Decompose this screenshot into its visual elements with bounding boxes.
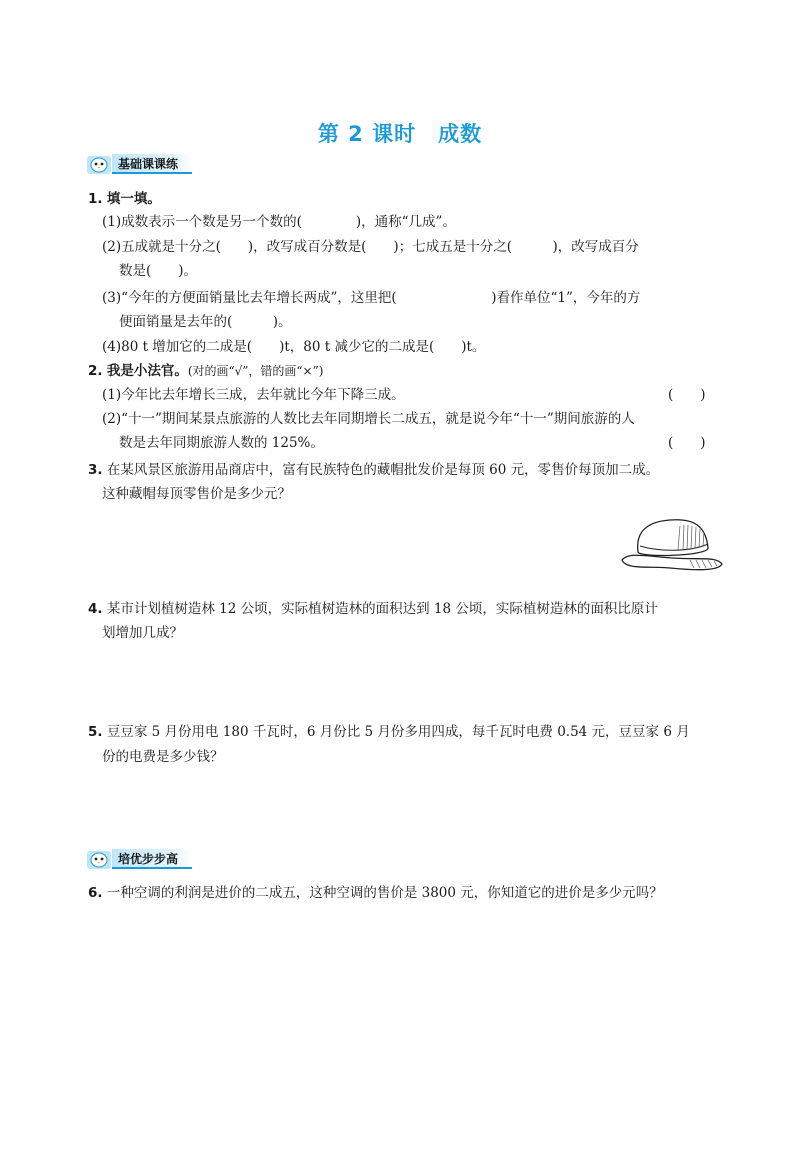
q2-line-2: (2)“十一”期间某景点旅游的人数比去年同期增长二成五，就是说今年“十一”期间旅游的人 xyxy=(102,411,635,427)
question-3-line-1 xyxy=(88,461,659,479)
q2-line-3: 数是去年同期旅游人数的 125%。 xyxy=(119,435,324,451)
lesson-topic: 成数 xyxy=(438,122,483,146)
q1-line-3: 数是( )。 xyxy=(119,263,198,279)
lesson-number: 第 2 课时 xyxy=(317,122,417,146)
q1-line-2: (2)五成就是十分之( )，改写成百分数是( )；七成五是十分之( )，改写成百分 xyxy=(102,239,639,255)
question-5-text-1: 豆豆家 5 月份用电 180 千瓦时，6 月份比 5 月份多用四成，每千瓦时电费 0.54 元，豆豆家 6 月 xyxy=(106,724,690,740)
question-6-number: 6. xyxy=(88,885,103,901)
question-4-line-1 xyxy=(88,600,658,618)
question-2-heading xyxy=(88,362,323,380)
question-6-text-1: 一种空调的利润是进价的二成五，这种空调的售价是 3800 元，你知道它的进价是多少元吗？ xyxy=(106,885,663,901)
section-badge-basic xyxy=(86,153,206,175)
question-1-title: 填一填。 xyxy=(106,191,161,207)
question-1-number: 1. xyxy=(88,191,103,207)
question-2-title: 我是小法官。 xyxy=(106,363,188,379)
question-2-note: (对的画“√”，错的画“×”) xyxy=(187,364,324,378)
question-5-line-2: 份的电费是多少钱？ xyxy=(102,749,224,765)
question-3-line-2: 这种藏帽每顶零售价是多少元？ xyxy=(102,486,291,502)
question-4-line-2: 划增加几成？ xyxy=(102,625,183,641)
question-1-heading xyxy=(88,190,161,208)
penguin-mascot-icon xyxy=(86,848,112,870)
section-title-basic: 基础课课练 xyxy=(112,154,192,174)
question-6-line-1 xyxy=(88,884,663,902)
question-3-text-1: 在某风景区旅游用品商店中，富有民族特色的藏帽批发价是每顶 60 元，零售价每顶加二成。 xyxy=(106,462,660,478)
hat-icon xyxy=(620,512,724,582)
q2-answer-paren-1[interactable]: ( ) xyxy=(668,387,706,403)
penguin-mascot-icon xyxy=(86,153,112,175)
section-badge-advanced xyxy=(86,848,206,870)
q1-line-4: (3)“今年的方便面销量比去年增长两成”，这里把( )看作单位“1”，今年的方 xyxy=(102,290,641,306)
question-5-line-1 xyxy=(88,723,690,741)
question-5-number: 5. xyxy=(88,724,103,740)
question-4-number: 4. xyxy=(88,601,103,617)
page-title xyxy=(0,118,800,148)
question-2-number: 2. xyxy=(88,363,103,379)
q1-line-1: (1)成数表示一个数是另一个数的( )，通称“几成”。 xyxy=(102,214,456,230)
q2-line-1: (1)今年比去年增长三成，去年就比今年下降三成。 xyxy=(102,387,405,403)
q2-answer-paren-2[interactable]: ( ) xyxy=(668,435,706,451)
q1-line-6: (4)80 t 增加它的二成是( )t，80 t 减少它的二成是( )t。 xyxy=(102,339,486,355)
question-3-number: 3. xyxy=(88,462,103,478)
q1-line-5: 便面销量是去年的( )。 xyxy=(119,314,292,330)
question-4-text-1: 某市计划植树造林 12 公顷，实际植树造林的面积达到 18 公顷，实际植树造林的面积比原计 xyxy=(106,601,658,617)
section-title-advanced: 培优步步高 xyxy=(112,849,192,869)
